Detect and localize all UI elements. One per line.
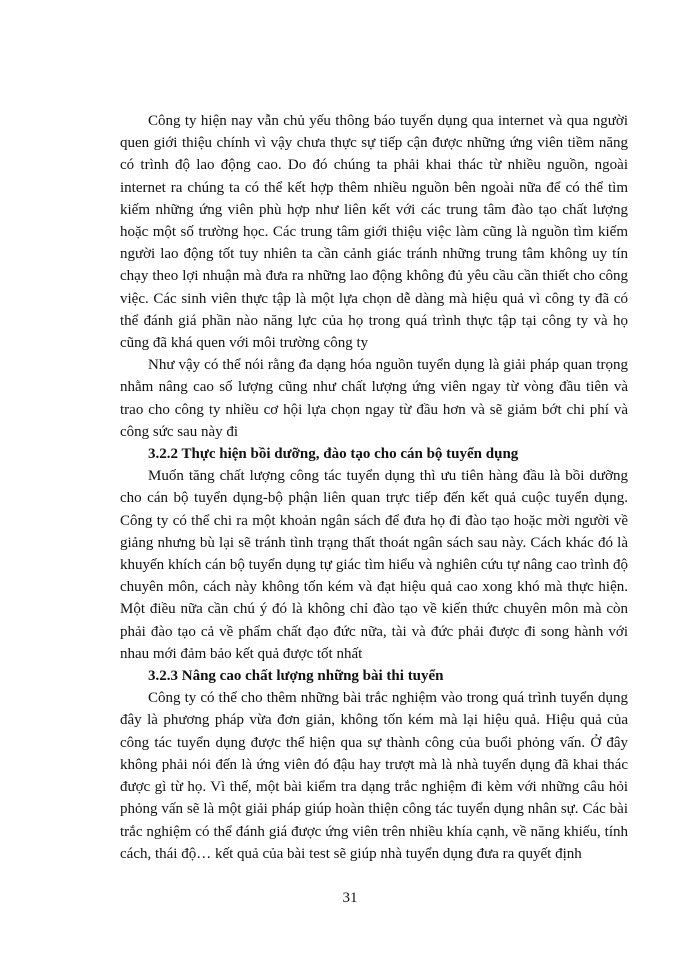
section-heading-3-2-3: 3.2.3 Nâng cao chất lượng những bài thi tuyển <box>148 668 444 685</box>
paragraph-recruitment-tests: Công ty có thể cho thêm những bài trắc nghiệm vào trong quá trình tuyển dụng đây là phương pháp vừa đơn giản, không tốn kém mà lại hiệu quả. Hiệu quả của công tác tuyển dụng được thể hiện qua sự thành công của buổi phỏng vấn. Ở đây không phải nói đến là ứng viên đó đậu hay trượt mà là nhà tuyển dụng đã khai thác được gì từ họ. Vì thế, một bài kiểm tra dạng trắc nghiệm đi kèm với những câu hỏi phỏng vấn sẽ là một giải pháp giúp hoàn thiện công tác tuyển dụng nhân sự. Các bài trắc nghiệm có thể đánh giá được ứng viên trên nhiều khía cạnh, về năng khiếu, tính cách, thái độ… kết quả của bài test sẽ giúp nhà tuyển dụng đưa ra quyết định <box>120 690 628 862</box>
paragraph-recruiter-training: Muốn tăng chất lượng công tác tuyển dụng thì ưu tiên hàng đầu là bồi dưỡng cho cán bộ tuyển dụng-bộ phận liên quan trực tiếp đến kết quả cuộc tuyển dụng. Công ty có thể chi ra một khoản ngân sách để đưa họ đi đào tạo hoặc mời người về giảng nhưng bù lại sẽ tránh tình trạng thất thoát ngân sách sau này. Cách khác đó là khuyến khích cán bộ tuyển dụng tự giác tìm hiểu và nghiên cứu tự nâng cao trình độ chuyên môn, cách này không tốn kém và đạt hiệu quả cao xong khó mà thực hiện. Một điều nữa cần chú ý đó là không chỉ đào tạo về kiến thức chuyên môn mà còn phải đào tạo cả về phẩm chất đạo đức nữa, tài và đức phải được đi song hành với nhau mới đảm bảo kết quả được tốt nhất <box>120 468 628 662</box>
section-heading-3-2-2: 3.2.2 Thực hiện bồi dưỡng, đào tạo cho cán bộ tuyển dụng <box>148 446 519 463</box>
paragraph-recruitment-sources: Công ty hiện nay vẫn chủ yếu thông báo tuyển dụng qua internet và qua người quen giới thiệu chính vì vậy chưa thực sự tiếp cận được những ứng viên tiềm năng có trình độ lao động cao. Do đó chúng ta phải khai thác từ nhiều nguồn, ngoài internet ra chúng ta có thể kết hợp thêm nhiều nguồn bên ngoài nữa để có thể tìm kiếm những ứng viên phù hợp như liên kết với các trung tâm đào tạo chất lượng hoặc một số trường học. Các trung tâm giới thiệu việc làm cũng là nguồn tìm kiếm người lao động tốt tuy nhiên ta cần cảnh giác tránh những trung tâm không uy tín chạy theo lợi nhuận mà đưa ra những lao động không đủ yêu cầu cần thiết cho công việc. Các sinh viên thực tập là một lựa chọn dễ dàng mà hiệu quả vì công ty đã có thể đánh giá phần nào năng lực của họ trong quá trình thực tập tại công ty và họ cũng đã khá quen với môi trường công ty <box>120 113 628 352</box>
document-body <box>120 110 628 865</box>
page-number: 31 <box>342 890 358 906</box>
paragraph-diversification-summary: Như vậy có thể nói rằng đa dạng hóa nguồn tuyển dụng là giải pháp quan trọng nhằm nâng cao số lượng cũng như chất lượng ứng viên ngay từ vòng đầu tiên và trao cho công ty nhiều cơ hội lựa chọn ngay từ đầu hơn và sẽ giảm bớt chi phí và công sức sau này đi <box>120 357 628 440</box>
